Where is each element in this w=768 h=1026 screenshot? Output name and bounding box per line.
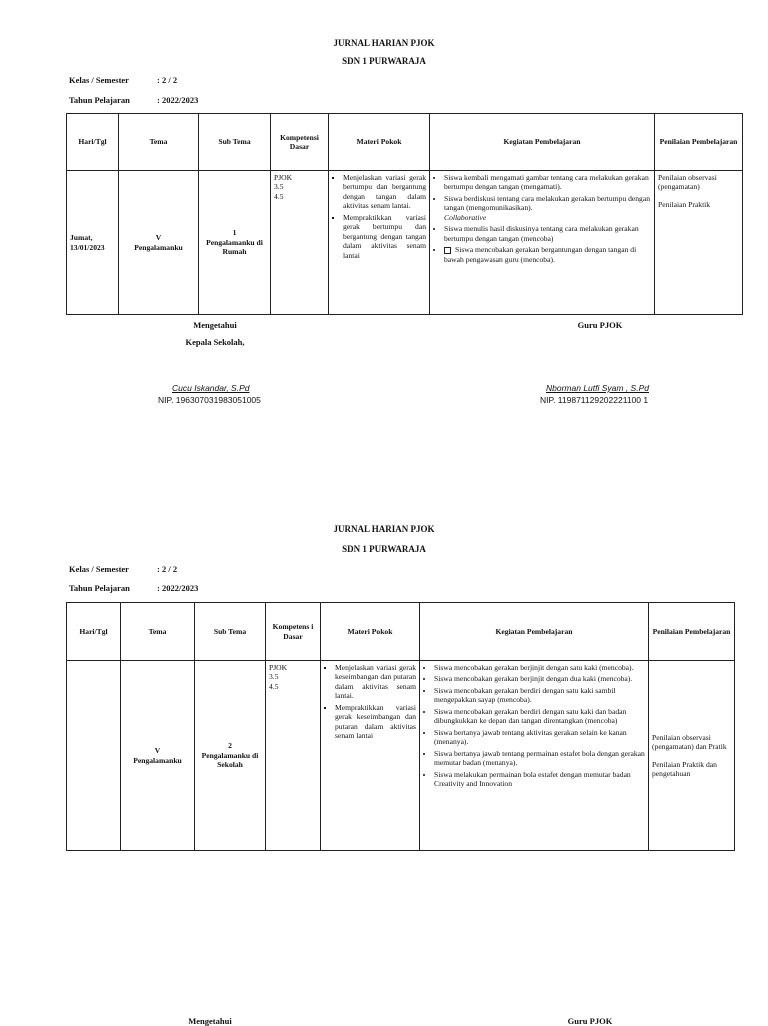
- cell-tema: [119, 171, 199, 315]
- cell-hari: [67, 661, 121, 851]
- kd-line: 4.5: [274, 191, 284, 201]
- table-row: [67, 661, 735, 851]
- header-subtema: Sub Tema: [199, 114, 271, 171]
- header-hari: Hari/Tgl: [67, 114, 119, 171]
- subtema-name: Pengalamanku di Sekolah: [201, 750, 259, 770]
- kegiatan-text: Siswa mencobakan gerakan bergantungan dengan tangan di bawah pengawasan guru (mencoba).: [444, 245, 637, 264]
- kepala-name: Cucu Iskandar, S.Pd: [172, 383, 250, 393]
- header-materi: Materi Pokok: [329, 114, 430, 171]
- header-tema: Tema: [119, 114, 199, 171]
- kelas-label: Kelas / Semester: [69, 75, 129, 85]
- page2-kelas: [69, 564, 177, 574]
- header-materi: Materi Pokok: [321, 603, 420, 661]
- kepala-label: Kepala Sekolah,: [185, 337, 245, 347]
- penilaian-text: Penilaian Praktik: [658, 199, 711, 209]
- kd-line: PJOK: [274, 173, 293, 182]
- page2-journal-table: [66, 602, 735, 851]
- cell-penilaian: [649, 661, 735, 851]
- list-item: • Siswa bertanya jawab tentang permainan estafet bola dengan gerakan memutar badan (menanya).: [434, 749, 645, 768]
- cell-penilaian: [655, 171, 743, 315]
- cell-tema: [121, 661, 195, 851]
- tahun-value: : 2022/2023: [157, 583, 199, 593]
- cell-kd: [271, 171, 329, 315]
- mengetahui-label: Mengetahui: [193, 320, 237, 330]
- kelas-label: Kelas / Semester: [69, 564, 129, 574]
- guru-name: Nborman Lutfi Syam , S.Pd: [546, 383, 649, 393]
- subtema-name: Pengalamanku di Rumah: [206, 237, 263, 257]
- list-item: • Siswa menulis hasil diskusinya tentang cara melakukan gerakan bertumpu dengan tangan (mencoba): [444, 224, 651, 243]
- list-item: • Siswa mencobakan gerakan berjinjit dengan dua kaki (mencoba).: [434, 674, 645, 683]
- header-kd: Kompetensi Dasar: [271, 114, 329, 171]
- tema-name: Pengalamanku: [134, 242, 183, 252]
- tema-name: Pengalamanku: [133, 755, 182, 765]
- list-item: • Siswa mencobakan gerakan berdiri dengan satu kaki sambil mengepakkan sayap (mencoba).: [434, 686, 645, 705]
- page2-mengetahui-label: Mengetahui: [188, 1016, 232, 1026]
- cell-kd: [266, 661, 321, 851]
- cell-materi: [321, 661, 420, 851]
- list-item: • Siswa bertanya jawab tentang aktivitas gerakan selain ke kanan (menanya).: [434, 728, 645, 747]
- tahun-value: : 2022/2023: [157, 95, 199, 105]
- page2-school: SDN 1 PURWARAJA: [342, 544, 426, 554]
- list-item: • Siswa melakukan permainan bola estafet dengan memutar badan Creativity and Innovation: [434, 770, 645, 789]
- cell-kegiatan: [420, 661, 649, 851]
- cell-hari: [67, 171, 119, 315]
- tema-num: V: [155, 233, 162, 243]
- kelas-value: : 2 / 2: [157, 75, 178, 85]
- page1-kelas: [69, 75, 177, 85]
- subtema-num: 1: [232, 228, 237, 238]
- cell-materi: [329, 171, 430, 315]
- page1-school: SDN 1 PURWARAJA: [342, 56, 426, 66]
- cell-subtema: [199, 171, 271, 315]
- penilaian-text: Penilaian observasi (pengamatan) dan Pratik: [652, 732, 727, 752]
- list-item: [444, 194, 651, 222]
- guru-nip: NIP. 119871129202221100 1: [540, 395, 649, 405]
- header-penilaian: Penilaian Pembelajaran: [655, 114, 743, 171]
- tahun-label: Tahun Pelajaran: [69, 95, 130, 105]
- list-item: • Siswa mencobakan gerakan berjinjit dengan satu kaki (mencoba).: [434, 663, 645, 672]
- list-item: ▪ Mempraktikkan variasi gerak keseimbangan dan putaran dalam aktivitas senam lantai: [335, 703, 416, 741]
- list-item: ▪ Menjelaskan variasi gerak bertumpu dan bergantung dengan tangan dalam aktivitas senam lantai.: [343, 173, 426, 211]
- checkbox-icon: [444, 247, 451, 254]
- page2-tahun: [69, 583, 198, 593]
- tgl-text: 13/01/2023: [70, 242, 105, 252]
- header-kd: Kompetens i Dasar: [266, 603, 321, 661]
- header-subtema: Sub Tema: [195, 603, 266, 661]
- page1-title: JURNAL HARIAN PJOK: [333, 38, 435, 48]
- kegiatan-text: Siswa berdiskusi tentang cara melakukan gerakan bertumpu dengan tangan (mengomunikasikan).: [444, 193, 651, 213]
- cell-kegiatan: [430, 171, 655, 315]
- header-tema: Tema: [121, 603, 195, 661]
- header-hari: Hari/Tgl: [67, 603, 121, 661]
- header-kegiatan: Kegiatan Pembelajaran: [430, 114, 655, 171]
- page1-journal-table: [66, 113, 743, 315]
- list-item: • Siswa mencobakan gerakan berdiri dengan satu kaki dan badan dibungkukkan ke depan dan tangan direntangkan (mencoba): [434, 707, 645, 726]
- page2-title: JURNAL HARIAN PJOK: [333, 524, 435, 534]
- tema-num: V: [154, 746, 161, 756]
- hari-text: Jumat,: [70, 233, 93, 243]
- page1-tahun: [69, 95, 198, 105]
- kd-line: 3.5: [274, 182, 284, 192]
- list-item: ▪ Menjelaskan variasi gerak keseimbangan dan putaran dalam aktivitas senam lantai.: [335, 663, 416, 701]
- penilaian-text: Penilaian Praktik dan pengetahuan: [652, 759, 717, 778]
- cell-subtema: [195, 661, 266, 851]
- table-row: [67, 171, 743, 315]
- penilaian-text: Penilaian observasi (pengamatan): [658, 173, 717, 192]
- kd-line: 3.5: [269, 672, 279, 682]
- guru-label: Guru PJOK: [577, 320, 623, 330]
- table-header-row: [67, 603, 735, 661]
- list-item: ▪ Mempraktikkan variasi gerak bertumpu dan bergantung dengan tangan dalam aktivitas senam lantai: [343, 213, 426, 260]
- kelas-value: : 2 / 2: [157, 564, 178, 574]
- page2-guru-label: Guru PJOK: [567, 1016, 613, 1026]
- kegiatan-italic: Collaborative: [444, 212, 487, 222]
- header-kegiatan: Kegiatan Pembelajaran: [420, 603, 649, 661]
- tahun-label: Tahun Pelajaran: [69, 583, 130, 593]
- list-item: • Siswa kembali mengamati gambar tentang cara melakukan gerakan bertumpu dengan tangan (mengamati).: [444, 173, 651, 192]
- table-header-row: [67, 114, 743, 171]
- kepala-nip: NIP. 196307031983051005: [158, 395, 261, 405]
- kd-line: PJOK: [269, 663, 288, 672]
- subtema-num: 2: [228, 741, 232, 751]
- header-penilaian: Penilaian Pembelajaran: [649, 603, 735, 661]
- list-item: [444, 245, 651, 264]
- kd-line: 4.5: [269, 681, 279, 691]
